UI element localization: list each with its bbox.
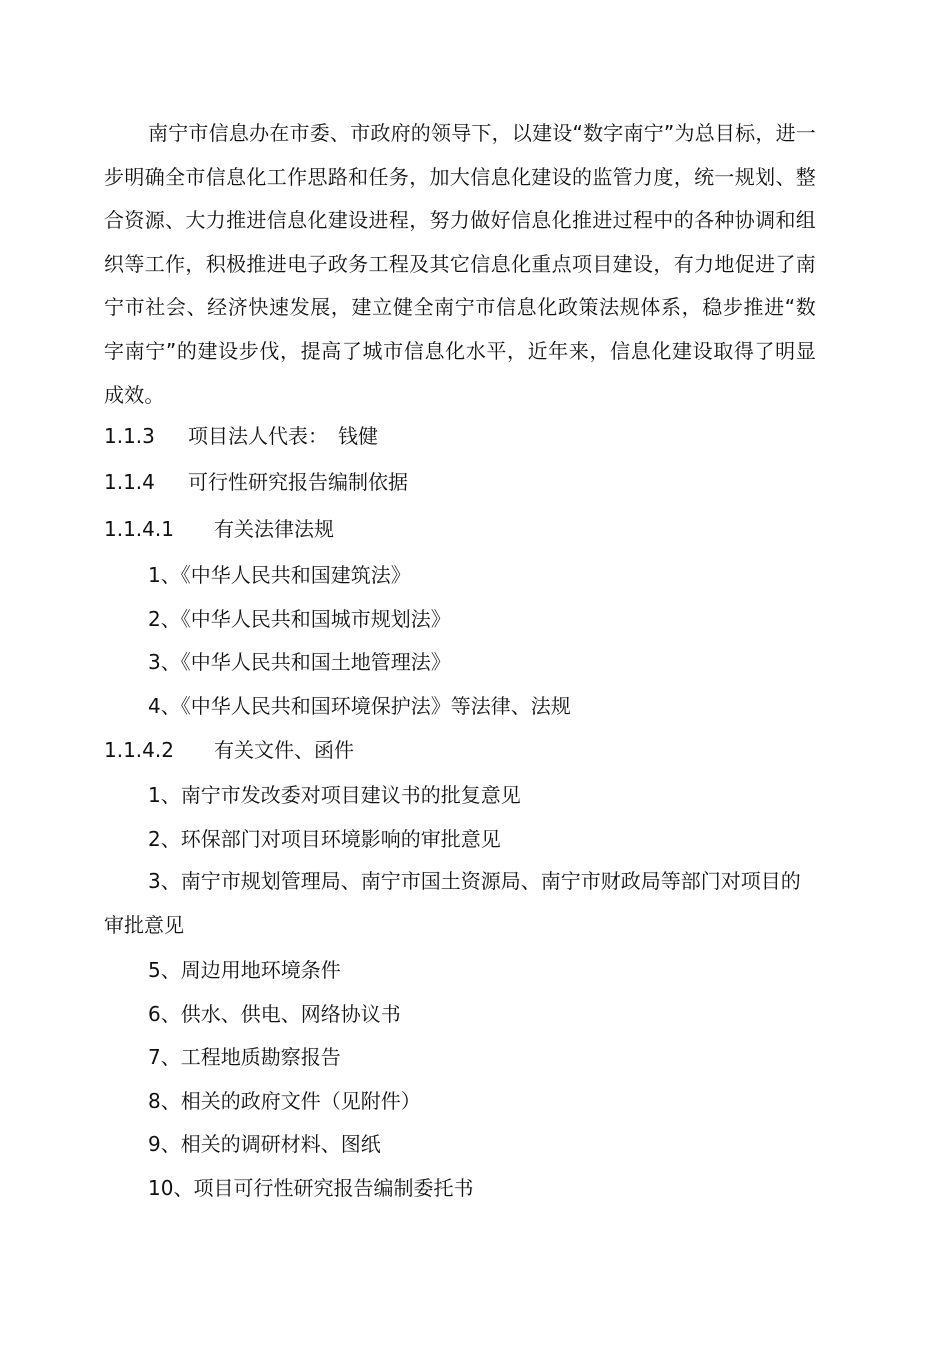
list-item: 3、南宁市规划管理局、南宁市国土资源局、南宁市财政局等部门对项目的审批意见 [104,869,801,937]
section-heading-1-1-3 [104,422,378,450]
section-heading-1-1-4-2 [104,736,354,764]
section-number: 1.1.4.2 [104,738,174,762]
list-item: 10、项目可行性研究报告编制委托书 [148,1176,474,1200]
intro-paragraph: 南宁市信息办在市委、市政府的领导下，以建设“数字南宁”为总目标，进一步明确全市信息化工作思路和任务，加大信息化建设的监管力度，统一规划、整合资源、大力推进信息化建设进程，努力做好信息化推进过程中的各种协调和组织等工作，积极推进电子政务工程及其它信息化重点项目建设，有力地促进了南宁市社会、经济快速发展，建立健全南宁市信息化政策法规体系，稳步推进“数字南宁”的建设步伐，提高了城市信息化水平，近年来，信息化建设取得了明显成效。 [104,121,816,407]
section-title: 可行性研究报告编制依据 [188,470,408,494]
section-number: 1.1.4 [104,470,155,494]
section-heading-1-1-4-1 [104,515,334,543]
section-title: 项目法人代表： 钱健 [188,424,378,448]
section-number: 1.1.4.1 [104,517,174,541]
list-item: 8、相关的政府文件（见附件） [148,1089,421,1113]
list-item: 2、《中华人民共和国城市规划法》 [148,607,451,631]
list-item: 3、《中华人民共和国土地管理法》 [148,650,451,674]
section-title: 有关法律法规 [214,517,334,541]
section-heading-1-1-4 [104,468,408,496]
list-item: 1、《中华人民共和国建筑法》 [148,563,411,587]
section-number: 1.1.3 [104,424,155,448]
list-item: 1、南宁市发改委对项目建议书的批复意见 [148,783,521,807]
list-item: 5、周边用地环境条件 [148,958,341,982]
list-item: 7、工程地质勘察报告 [148,1045,341,1069]
section-title: 有关文件、函件 [214,738,354,762]
list-item: 2、环保部门对项目环境影响的审批意见 [148,827,501,851]
list-item: 4、《中华人民共和国环境保护法》等法律、法规 [148,694,571,718]
list-item: 6、供水、供电、网络协议书 [148,1002,401,1026]
list-item: 9、相关的调研材料、图纸 [148,1132,381,1156]
